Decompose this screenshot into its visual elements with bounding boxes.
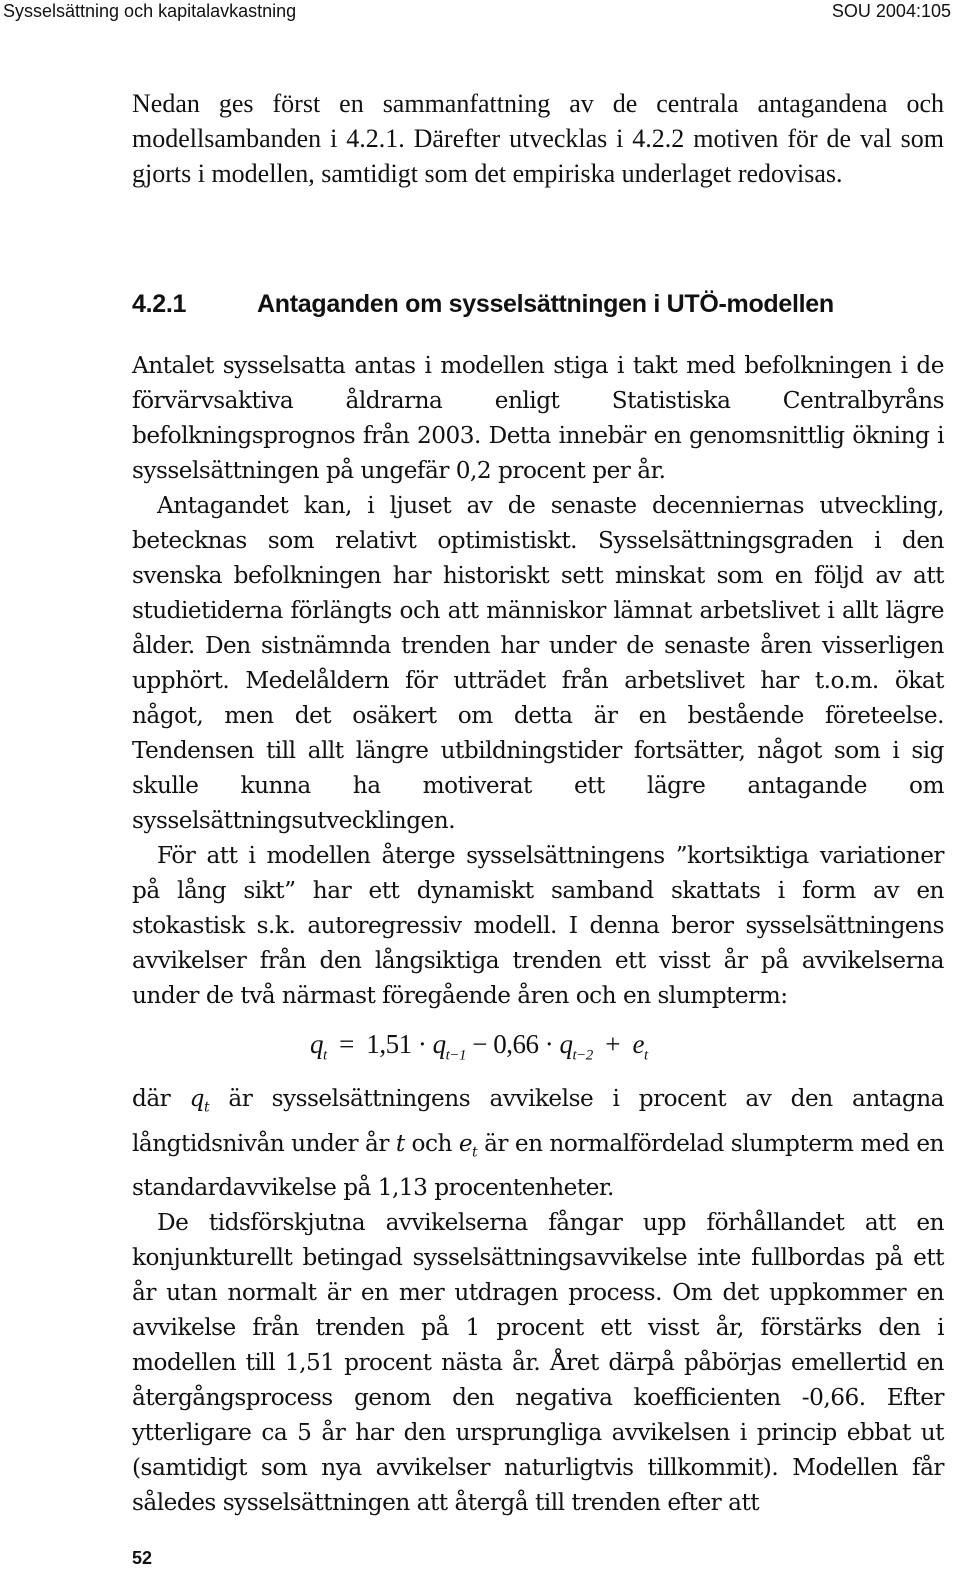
explanation-var-t: t: [395, 1129, 405, 1157]
explanation-sub-q: t: [203, 1099, 210, 1116]
formula: [132, 1013, 944, 1081]
formula-coef2: 0,66 ·: [493, 1029, 554, 1059]
page-number: 52: [132, 1548, 153, 1568]
formula-sub3: t: [643, 1047, 648, 1064]
section-heading: [132, 290, 944, 319]
formula-lhs-sub: t: [323, 1047, 327, 1064]
formula-coef1: 1,51 ·: [366, 1029, 427, 1059]
section-body: [132, 348, 944, 1520]
intro-text: Nedan ges först en sammanfattning av de centrala antagandena och modellsambanden i 4.2.1. Därefter utvecklas i 4.2.2 motiven för de val som gjorts i modellen, samtidigt som det empiriska underlaget redovisas.: [132, 89, 944, 188]
paragraph-1: Antalet sysselsatta antas i modellen stiga i takt med befolkningen i de förvärvsaktiva åldrarna enligt Statistiska Centralbyråns befolkningsprognos från 2003. Detta innebär en genomsnittlig ökning i sysselsättningen på ungefär 0,2 procent per år.: [132, 352, 944, 484]
explanation-text-1: där: [132, 1085, 171, 1112]
paragraph-3: För att i modellen återge sysselsättningens ”kortsiktiga variationer på lång sikt” har ett dynamiskt samband skattats i form av en stokastisk s.k. autoregressiv modell. I denna beror sysselsättningens avvikelser från den långsiktiga trenden ett visst år på avvikelserna under de två närmast föregående åren och en slumpterm:: [132, 842, 944, 1009]
formula-sub1: t−1: [445, 1047, 466, 1064]
section-number: 4.2.1: [132, 290, 187, 318]
explanation-text-4: är en normalfördelad slumpterm med en standardavvikelse på 1,13 procentenheter.: [132, 1129, 944, 1202]
formula-var1: q: [432, 1029, 446, 1059]
report-id: SOU 2004:105: [831, 1, 951, 21]
section-title: Antaganden om sysselsättningen i UTÖ-modellen: [257, 290, 834, 318]
formula-plus: +: [605, 1029, 620, 1059]
formula-sub2: t−2: [572, 1047, 593, 1064]
paragraph-last: De tidsförskjutna avvikelserna fångar upp förhållandet att en konjunkturellt betingad sysselsättningsavvikelse inte fullbordas på ett år utan normalt är en mer utdragen process. Om det uppkommer en avvikelse från trenden på 1 procent ett visst år, förstärks den i modellen till 1,51 procent nästa år. Året därpå påbörjas emellertid en återgångsprocess genom den negativa koefficienten -0,66. Efter ytterligare ca 5 år har den ursprungliga avvikelsen i princip ebbat ut (samtidigt som nya avvikelser naturligtvis tillkommit). Modellen får således sysselsättningen att återgå till trenden efter att: [132, 1209, 944, 1517]
running-title: Sysselsättning och kapitalavkastning: [3, 1, 297, 21]
formula-minus: −: [472, 1029, 487, 1059]
formula-equals: =: [339, 1029, 354, 1059]
formula-explanation: [132, 1081, 944, 1205]
explanation-text-2: är sysselsättningens avvikelse i procent av den antagna långtidsnivån under år: [132, 1085, 944, 1157]
page-header: [0, 0, 960, 26]
explanation-var-e: e: [458, 1129, 473, 1157]
paragraph-2: Antagandet kan, i ljuset av de senaste decenniernas utveckling, betecknas som relativt optimistiskt. Sysselsättningsgraden i den svenska befolkningen har historiskt sett minskat som en följd av att studietiderna förlängts och att människor lämnat arbetslivet i allt lägre ålder. Den sistnämnda trenden har under de senaste åren visserligen upphört. Medelåldern för utträdet från arbetslivet har t.o.m. ökat något, men det osäkert om detta är en bestående företeelse. Tendensen till allt längre utbildningstider fortsätter, något som i sig skulle kunna ha motiverat ett lägre antagande om sysselsättningsutvecklingen.: [132, 492, 944, 834]
formula-var2: q: [559, 1029, 573, 1059]
formula-lhs-var: q: [310, 1029, 323, 1059]
formula-var3: e: [632, 1029, 644, 1059]
explanation-var-q: q: [189, 1085, 204, 1112]
explanation-sub-e: t: [472, 1144, 478, 1161]
explanation-text-3: och: [411, 1129, 452, 1157]
intro-paragraph: [132, 86, 944, 191]
